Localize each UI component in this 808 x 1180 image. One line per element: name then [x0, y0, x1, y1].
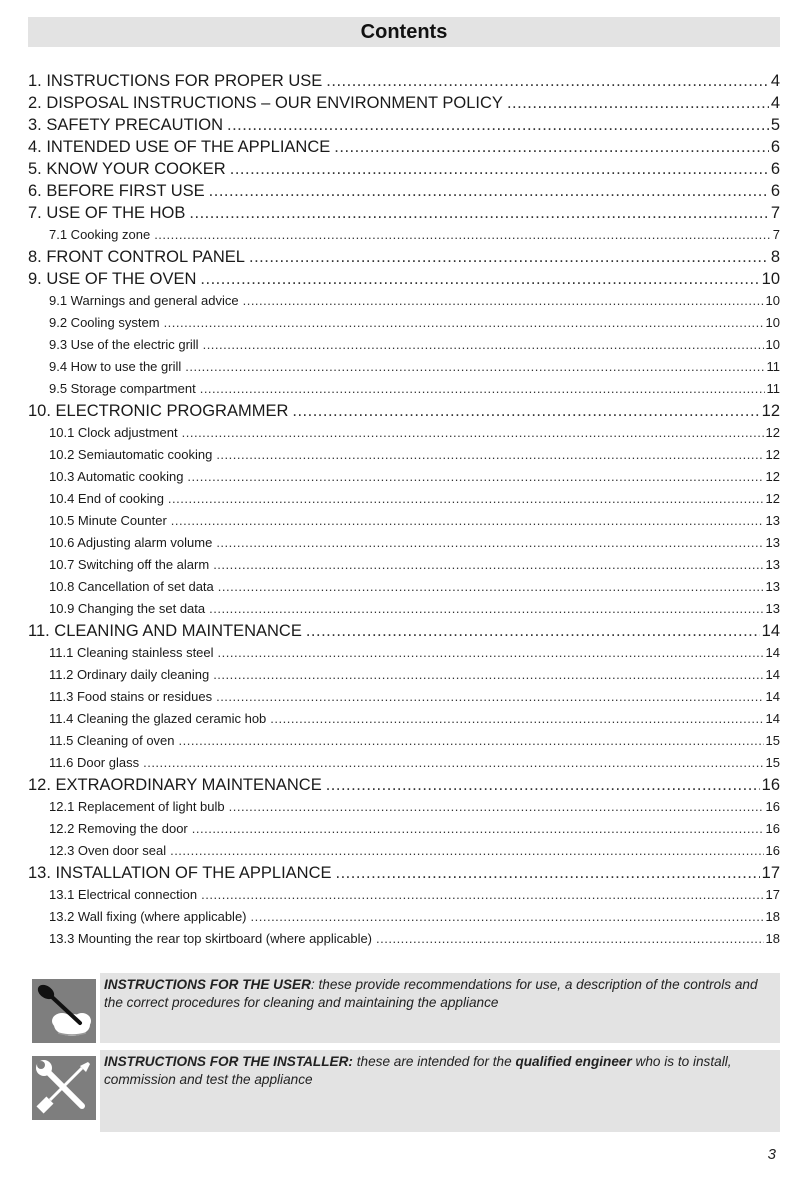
toc-subsection-row[interactable] — [28, 378, 780, 400]
toc-dot-leader — [326, 70, 769, 92]
toc-section-row[interactable] — [28, 620, 780, 642]
toc-dot-leader — [218, 576, 764, 598]
toc-page-number: 13 — [765, 513, 780, 528]
toc-entry-label: 10.4 End of cooking — [49, 491, 164, 506]
toc-dot-leader — [200, 378, 765, 400]
toc-dot-leader — [171, 510, 764, 532]
toc-entry-label: 7. USE OF THE HOB — [28, 204, 186, 222]
toc-subsection-row[interactable] — [28, 488, 780, 510]
installer-note-heading: INSTRUCTIONS FOR THE INSTALLER: — [104, 1054, 353, 1069]
toc-page-number: 14 — [761, 622, 780, 640]
toc-entry-label: 9.2 Cooling system — [49, 315, 160, 330]
toc-page-number: 16 — [765, 821, 780, 836]
toc-subsection-row[interactable] — [28, 334, 780, 356]
toc-dot-leader — [201, 884, 763, 906]
toc-dot-leader — [227, 114, 769, 136]
toc-dot-leader — [200, 268, 759, 290]
toc-dot-leader — [213, 554, 763, 576]
page-number: 3 — [767, 1146, 776, 1163]
toc-subsection-row[interactable] — [28, 224, 780, 246]
toc-section-row[interactable] — [28, 202, 780, 224]
toc-page-number: 18 — [765, 931, 780, 946]
toc-page-number: 17 — [761, 864, 780, 882]
toc-entry-label: 8. FRONT CONTROL PANEL — [28, 248, 245, 266]
toc-page-number: 16 — [761, 776, 780, 794]
toc-dot-leader — [216, 686, 763, 708]
toc-page-number: 4 — [770, 72, 780, 90]
toc-page-number: 17 — [765, 887, 780, 902]
toc-subsection-row[interactable] — [28, 356, 780, 378]
toc-dot-leader — [336, 862, 760, 884]
toc-page-number: 12 — [765, 491, 780, 506]
toc-subsection-row[interactable] — [28, 576, 780, 598]
contents-title-bar — [28, 17, 780, 47]
toc-page-number: 10 — [765, 293, 780, 308]
installer-note-body-1: these are intended for the — [352, 1054, 516, 1069]
toc-entry-label: 10.1 Clock adjustment — [49, 425, 178, 440]
toc-dot-leader — [306, 620, 760, 642]
toc-page-number: 15 — [765, 733, 780, 748]
toc-section-row[interactable] — [28, 246, 780, 268]
toc-page-number: 14 — [765, 711, 780, 726]
toc-entry-label: 10.3 Automatic cooking — [49, 469, 184, 484]
toc-entry-label: 13. INSTALLATION OF THE APPLIANCE — [28, 864, 332, 882]
toc-section-row[interactable] — [28, 158, 780, 180]
toc-entry-label: 13.2 Wall fixing (where applicable) — [49, 909, 247, 924]
toc-dot-leader — [170, 840, 763, 862]
toc-section-row[interactable] — [28, 400, 780, 422]
toc-dot-leader — [213, 664, 763, 686]
toc-page-number: 16 — [765, 799, 780, 814]
toc-entry-label: 12. EXTRAORDINARY MAINTENANCE — [28, 776, 322, 794]
toc-entry-label: 13.1 Electrical connection — [49, 887, 198, 902]
toc-page-number: 11 — [766, 381, 780, 396]
toc-dot-leader — [270, 708, 763, 730]
toc-subsection-row[interactable] — [28, 554, 780, 576]
toc-subsection-row[interactable] — [28, 422, 780, 444]
toc-entry-label: 5. KNOW YOUR COOKER — [28, 160, 226, 178]
toc-dot-leader — [189, 202, 768, 224]
toc-entry-label: 7.1 Cooking zone — [49, 227, 151, 242]
toc-page-number: 10 — [765, 337, 780, 352]
toc-section-row[interactable] — [28, 774, 780, 796]
toc-entry-label: 13.3 Mounting the rear top skirtboard (where applicable) — [49, 931, 373, 946]
toc-page-number: 13 — [765, 557, 780, 572]
installer-note-body-2: who is to install, commission and test the appliance — [104, 1054, 732, 1087]
toc-subsection-row[interactable] — [28, 532, 780, 554]
toc-subsection-row[interactable] — [28, 906, 780, 928]
toc-entry-label: 11.3 Food stains or residues — [49, 689, 213, 704]
toc-dot-leader — [209, 598, 763, 620]
toc-subsection-row[interactable] — [28, 444, 780, 466]
toc-page-number: 16 — [765, 843, 780, 858]
toc-entry-label: 11.6 Door glass — [49, 755, 140, 770]
toc-page-number: 8 — [770, 248, 780, 266]
toc-entry-label: 10.2 Semiautomatic cooking — [49, 447, 213, 462]
toc-subsection-row[interactable] — [28, 312, 780, 334]
toc-section-row[interactable] — [28, 180, 780, 202]
toc-entry-label: 2. DISPOSAL INSTRUCTIONS – OUR ENVIRONMENT POLICY — [28, 94, 503, 112]
installer-instructions-text — [100, 1050, 780, 1132]
toc-entry-label: 6. BEFORE FIRST USE — [28, 182, 205, 200]
toc-dot-leader — [230, 158, 769, 180]
toc-page-number: 10 — [765, 315, 780, 330]
toc-dot-leader — [216, 444, 763, 466]
toc-dot-leader — [376, 928, 764, 950]
user-instructions-text — [100, 973, 780, 1043]
toc-entry-label: 10.9 Changing the set data — [49, 601, 206, 616]
toc-entry-label: 10.6 Adjusting alarm volume — [49, 535, 213, 550]
toc-entry-label: 11.5 Cleaning of oven — [49, 733, 175, 748]
toc-dot-leader — [192, 818, 764, 840]
toc-entry-label: 12.1 Replacement of light bulb — [49, 799, 225, 814]
toc-entry-label: 11.4 Cleaning the glazed ceramic hob — [49, 711, 267, 726]
toc-subsection-row[interactable] — [28, 796, 780, 818]
toc-page-number: 11 — [766, 359, 780, 374]
toc-subsection-row[interactable] — [28, 752, 780, 774]
toc-dot-leader — [243, 290, 764, 312]
toc-dot-leader — [218, 642, 764, 664]
toc-entry-label: 12.3 Oven door seal — [49, 843, 167, 858]
toc-dot-leader — [185, 356, 764, 378]
toc-subsection-row[interactable] — [28, 664, 780, 686]
toc-section-row[interactable] — [28, 92, 780, 114]
toc-subsection-row[interactable] — [28, 686, 780, 708]
toc-dot-leader — [154, 224, 771, 246]
toc-page-number: 7 — [770, 204, 780, 222]
toc-page-number: 12 — [765, 469, 780, 484]
toc-subsection-row[interactable] — [28, 708, 780, 730]
toc-page-number: 12 — [765, 425, 780, 440]
toc-section-row[interactable] — [28, 136, 780, 158]
user-instructions-note — [28, 973, 780, 1043]
toc-entry-label: 3. SAFETY PRECAUTION — [28, 116, 223, 134]
toc-dot-leader — [209, 180, 769, 202]
toc-page-number: 5 — [770, 116, 780, 134]
toc-subsection-row[interactable] — [28, 290, 780, 312]
toc-dot-leader — [203, 334, 764, 356]
toc-subsection-row[interactable] — [28, 510, 780, 532]
toc-entry-label: 10.5 Minute Counter — [49, 513, 167, 528]
toc-entry-label: 9.4 How to use the grill — [49, 359, 182, 374]
toc-entry-label: 10.8 Cancellation of set data — [49, 579, 214, 594]
toc-section-row[interactable] — [28, 862, 780, 884]
toc-page-number: 18 — [765, 909, 780, 924]
toc-entry-label: 9.1 Warnings and general advice — [49, 293, 239, 308]
toc-page-number: 13 — [765, 601, 780, 616]
toc-entry-label: 10.7 Switching off the alarm — [49, 557, 210, 572]
toc-page-number: 4 — [770, 94, 780, 112]
toc-section-row[interactable] — [28, 70, 780, 92]
toc-dot-leader — [168, 488, 764, 510]
toc-dot-leader — [229, 796, 764, 818]
toc-entry-label: 11.1 Cleaning stainless steel — [49, 645, 214, 660]
toc-dot-leader — [249, 246, 769, 268]
toc-dot-leader — [164, 312, 764, 334]
toc-entry-label: 4. INTENDED USE OF THE APPLIANCE — [28, 138, 331, 156]
toc-dot-leader — [251, 906, 764, 928]
toc-entry-label: 9.5 Storage compartment — [49, 381, 196, 396]
toc-subsection-row[interactable] — [28, 598, 780, 620]
toc-subsection-row[interactable] — [28, 730, 780, 752]
toc-entry-label: 11.2 Ordinary daily cleaning — [49, 667, 210, 682]
toc-entry-label: 1. INSTRUCTIONS FOR PROPER USE — [28, 72, 323, 90]
toc-dot-leader — [143, 752, 763, 774]
installer-instructions-note — [28, 1050, 780, 1132]
toc-page-number: 14 — [765, 645, 780, 660]
toc-page-number: 15 — [765, 755, 780, 770]
toc-subsection-row[interactable] — [28, 884, 780, 906]
table-of-contents — [28, 70, 780, 950]
toc-page-number: 13 — [765, 535, 780, 550]
toc-dot-leader — [292, 400, 759, 422]
toc-entry-label: 9. USE OF THE OVEN — [28, 270, 197, 288]
user-note-body: : these provide recommendations for use, a description of the controls and the correct procedures for cleaning and maintaining the appliance — [104, 977, 758, 1010]
toc-page-number: 6 — [770, 160, 780, 178]
page-title: Contents — [360, 21, 448, 43]
toc-entry-label: 10. ELECTRONIC PROGRAMMER — [28, 402, 289, 420]
installer-note-emphasis: qualified engineer — [515, 1054, 632, 1069]
toc-page-number: 7 — [772, 227, 780, 242]
toc-subsection-row[interactable] — [28, 466, 780, 488]
toc-dot-leader — [326, 774, 760, 796]
toc-subsection-row[interactable] — [28, 840, 780, 862]
toc-dot-leader — [507, 92, 769, 114]
toc-page-number: 14 — [765, 667, 780, 682]
toc-subsection-row[interactable] — [28, 818, 780, 840]
spoon-chef-hat-icon — [32, 979, 96, 1043]
toc-dot-leader — [216, 532, 763, 554]
toc-page-number: 13 — [765, 579, 780, 594]
toc-section-row[interactable] — [28, 114, 780, 136]
toc-subsection-row[interactable] — [28, 642, 780, 664]
toc-dot-leader — [179, 730, 764, 752]
toc-entry-label: 12.2 Removing the door — [49, 821, 188, 836]
user-note-heading: INSTRUCTIONS FOR THE USER — [104, 977, 311, 992]
toc-dot-leader — [334, 136, 769, 158]
toc-page-number: 14 — [765, 689, 780, 704]
toc-page-number: 12 — [765, 447, 780, 462]
toc-page-number: 10 — [761, 270, 780, 288]
toc-section-row[interactable] — [28, 268, 780, 290]
toc-page-number: 12 — [761, 402, 780, 420]
toc-entry-label: 11. CLEANING AND MAINTENANCE — [28, 622, 302, 640]
toc-dot-leader — [187, 466, 763, 488]
toc-page-number: 6 — [770, 138, 780, 156]
toc-entry-label: 9.3 Use of the electric grill — [49, 337, 199, 352]
toc-dot-leader — [182, 422, 764, 444]
toc-subsection-row[interactable] — [28, 928, 780, 950]
toc-page-number: 6 — [770, 182, 780, 200]
wrench-screwdriver-icon — [32, 1056, 96, 1120]
